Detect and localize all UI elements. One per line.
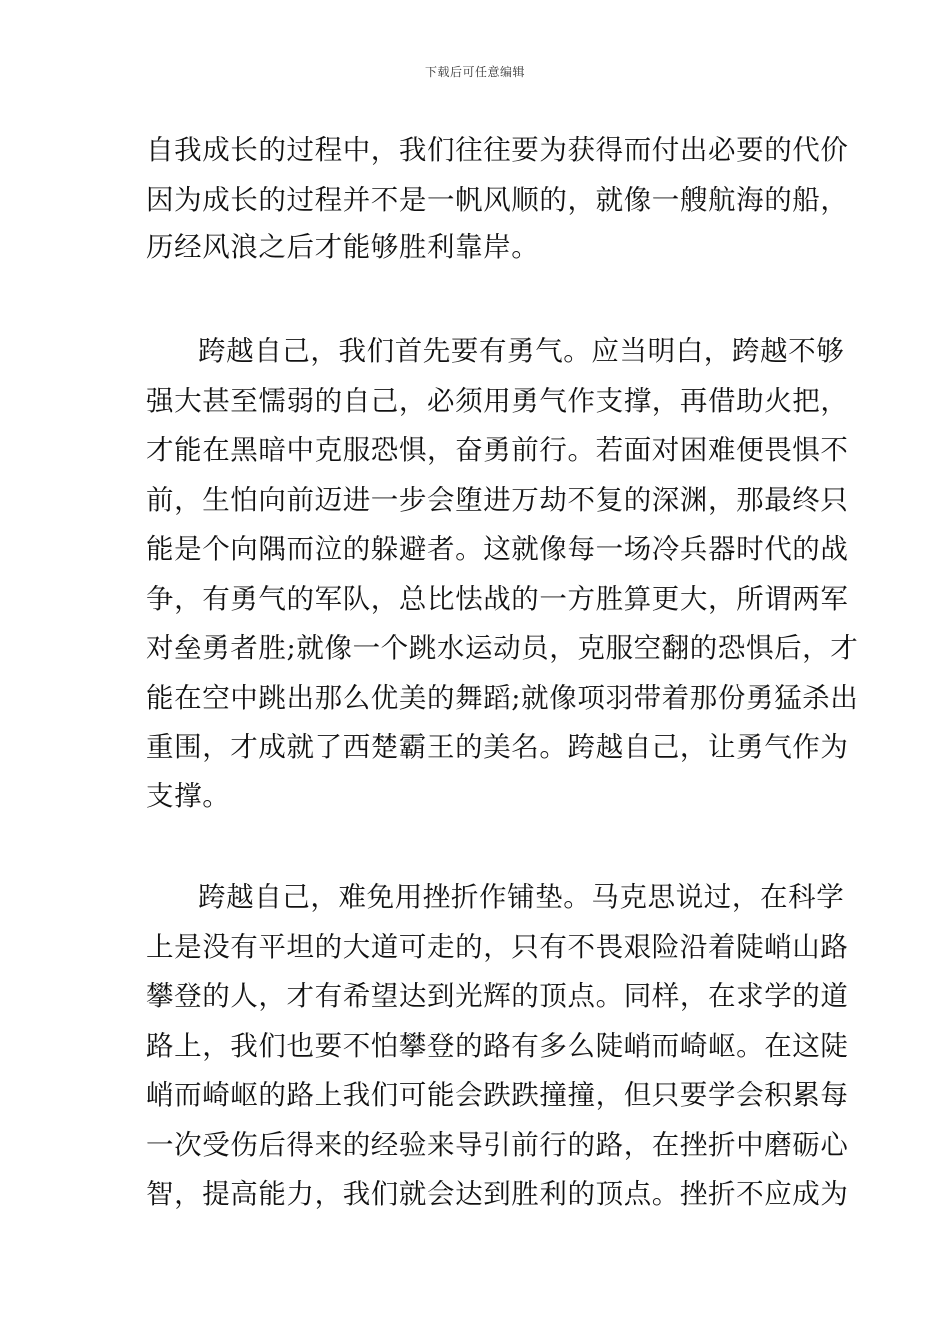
paragraph-2-line-1: 跨越自己，我们首先要有勇气。应当明白，跨越不够 <box>198 335 845 367</box>
paragraph-1-line-2: 因为成长的过程并不是一帆风顺的，就像一艘航海的船， <box>146 184 849 216</box>
paragraph-1-line-3: 历经风浪之后才能够胜利靠岸。 <box>146 231 540 263</box>
paragraph-3-line-4: 路上，我们也要不怕攀登的路有多么陡峭而崎岖。在这陡 <box>146 1030 849 1062</box>
paragraph-2-line-9: 重围，才成就了西楚霸王的美名。跨越自己，让勇气作为 <box>146 731 849 763</box>
paragraph-3-line-6: 一次受伤后得来的经验来导引前行的路，在挫折中磨砺心 <box>146 1129 849 1161</box>
paragraph-2-line-4: 前，生怕向前迈进一步会堕进万劫不复的深渊，那最终只 <box>146 484 849 516</box>
paragraph-2-line-5: 能是个向隅而泣的躲避者。这就像每一场冷兵器时代的战 <box>146 533 849 565</box>
paragraph-2-line-8: 能在空中跳出那么优美的舞蹈;就像项羽带着那份勇猛杀出 <box>146 682 859 714</box>
paragraph-1-line-1: 自我成长的过程中，我们往往要为获得而付出必要的代价 <box>146 134 849 166</box>
paragraph-3-line-2: 上是没有平坦的大道可走的，只有不畏艰险沿着陡峭山路 <box>146 931 849 963</box>
paragraph-3-line-5: 峭而崎岖的路上我们可能会跌跌撞撞，但只要学会积累每 <box>146 1079 849 1111</box>
paragraph-2-line-3: 才能在黑暗中克服恐惧，奋勇前行。若面对困难便畏惧不 <box>146 434 849 466</box>
paragraph-3-line-3: 攀登的人，才有希望达到光辉的顶点。同样，在求学的道 <box>146 980 849 1012</box>
page-header: 下载后可任意编辑 <box>424 65 525 79</box>
paragraph-3-line-1: 跨越自己，难免用挫折作铺垫。马克思说过，在科学 <box>198 881 845 913</box>
paragraph-2-line-7: 对垒勇者胜;就像一个跳水运动员，克服空翻的恐惧后，才 <box>146 632 859 664</box>
paragraph-2-line-2: 强大甚至懦弱的自己，必须用勇气作支撑，再借助火把， <box>146 385 849 417</box>
paragraph-3-line-7: 智，提高能力，我们就会达到胜利的顶点。挫折不应成为 <box>146 1178 849 1210</box>
paragraph-2-line-10: 支撑。 <box>146 780 231 812</box>
paragraph-2-line-6: 争，有勇气的军队，总比怯战的一方胜算更大，所谓两军 <box>146 583 849 615</box>
